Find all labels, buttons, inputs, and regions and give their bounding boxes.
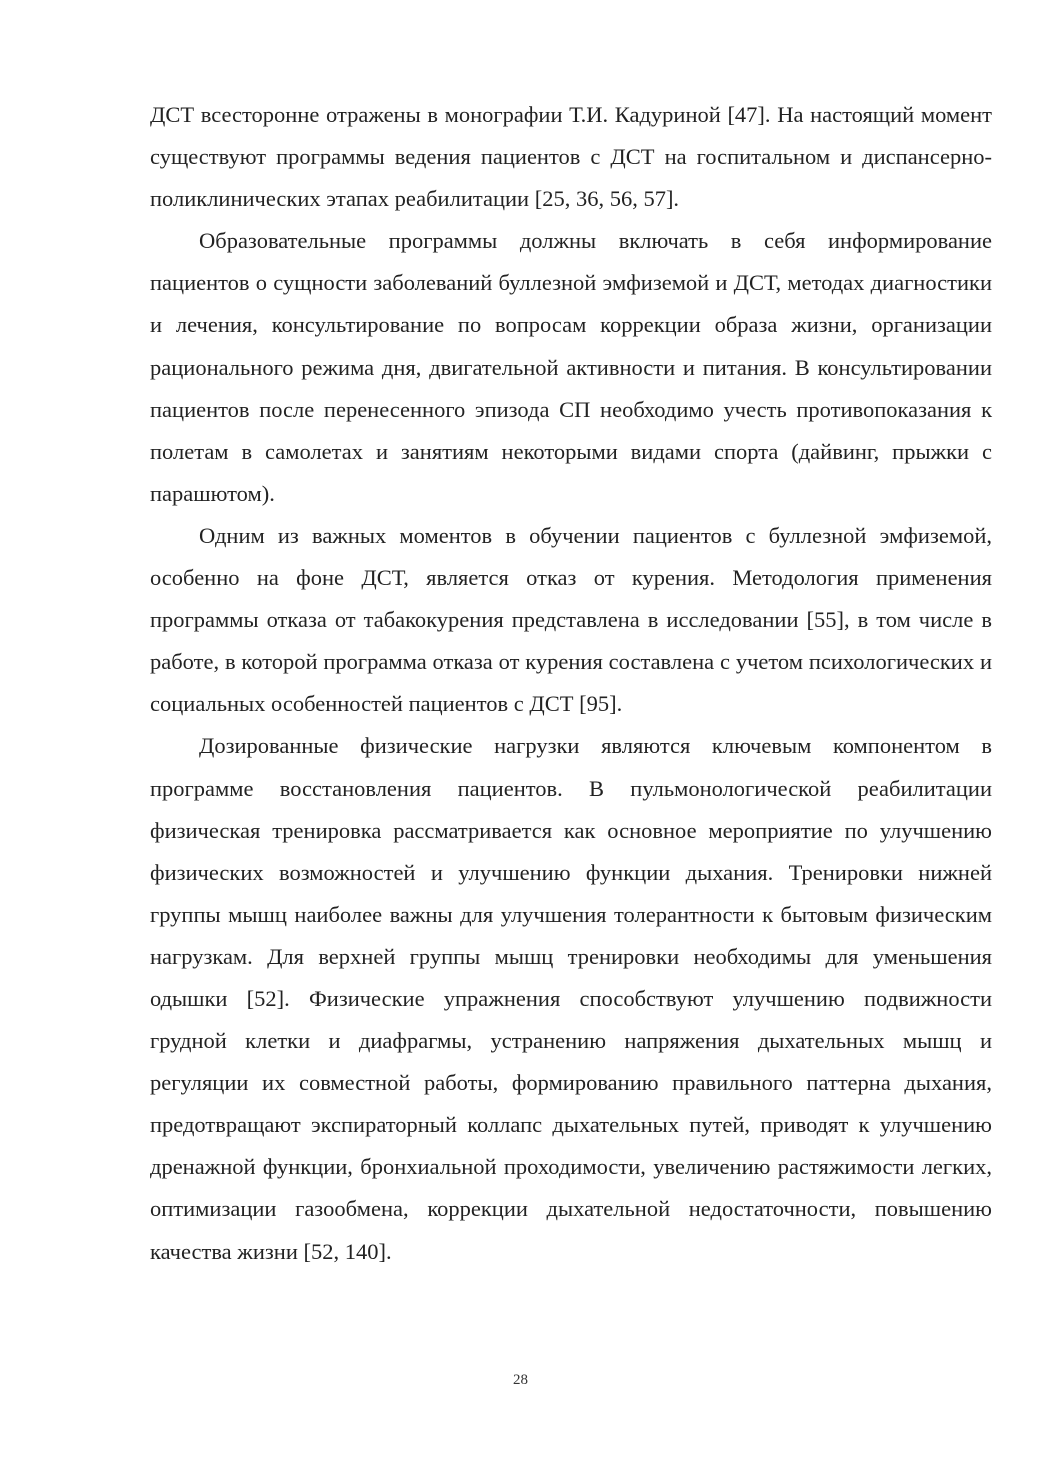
paragraph-continuation: ДСТ всесторонне отражены в монографии Т.И. Кадуриной [47]. На настоящий момент существуют программы ведения пациентов с ДСТ на госпитальном и диспансерно-поликлинических этапах реабилитации [25, 36, 56, 57].: [150, 102, 992, 212]
paragraph-smoking-cessation: Одним из важных моментов в обучении пациентов с буллезной эмфиземой, особенно на фоне ДСТ, является отказ от курения. Методология применения программы отказа от табакокурения представлена в исследовании [55], в том числе в работе, в которой программа отказа от курения составлена с учетом психологических и социальных особенностей пациентов с ДСТ [95].: [150, 522, 992, 717]
page-number: 28: [513, 1372, 528, 1388]
paragraph-physical-exercise: Дозированные физические нагрузки являются ключевым компонентом в программе восстановления пациентов. В пульмонологической реабилитации физическая тренировка рассматривается как основное мероприятие по улучшению физических возможностей и улучшению функции дыхания. Тренировки нижней группы мышц наиболее важны для улучшения толерантности к бытовым физическим нагрузкам. Для верхней группы мышц тренировки необходимы для уменьшения одышки [52]. Физические упражнения способствуют улучшению подвижности грудной клетки и диафрагмы, устранению напряжения дыхательных мышц и регуляции их совместной работы, формированию правильного паттерна дыхания, предотвращают экспираторный коллапс дыхательных путей, приводят к улучшению дренажной функции, бронхиальной проходимости, увеличению растяжимости легких, оптимизации газообмена, коррекции дыхательной недостаточности, повышению качества жизни [52, 140].: [150, 733, 992, 1264]
body-text: [150, 94, 992, 1273]
paragraph-education-programs: Образовательные программы должны включать в себя информирование пациентов о сущности заболеваний буллезной эмфиземой и ДСТ, методах диагностики и лечения, консультирование по вопросам коррекции образа жизни, организации рационального режима дня, двигательной активности и питания. В консультировании пациентов после перенесенного эпизода СП необходимо учесть противопоказания к полетам в самолетах и занятиям некоторыми видами спорта (дайвинг, прыжки с парашютом).: [150, 228, 992, 506]
